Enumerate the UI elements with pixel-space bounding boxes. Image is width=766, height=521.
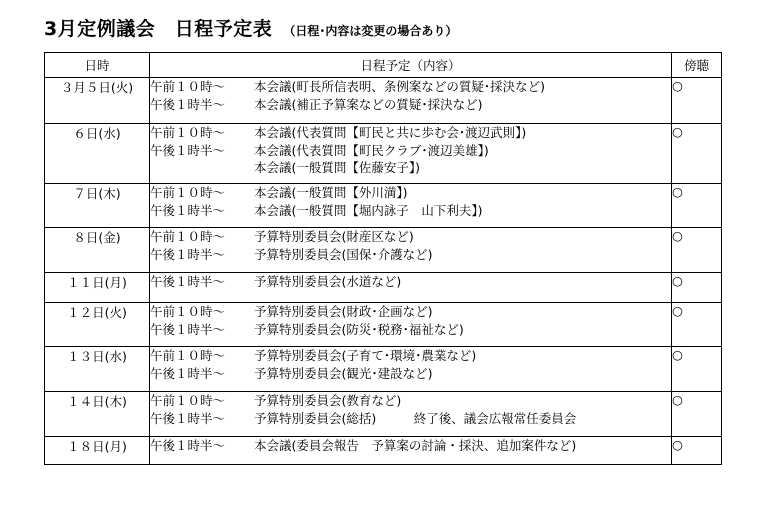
row-date: ７日(木) bbox=[45, 184, 150, 228]
plan-time: 午前１０時～ bbox=[150, 79, 226, 94]
row-observation: ○ bbox=[672, 303, 722, 347]
schedule-body bbox=[45, 78, 722, 465]
plan-time: 午後１時半～ bbox=[150, 321, 226, 337]
plan-line bbox=[150, 96, 671, 114]
plan-line bbox=[150, 184, 671, 202]
plan-text: 本会議(代表質問【町民クラブ･渡辺美雄】) bbox=[254, 142, 489, 158]
row-plan bbox=[150, 273, 672, 303]
plan-time: 午前１０時～ bbox=[150, 229, 226, 244]
plan-text: 本会議(一般質問【佐藤安子】) bbox=[254, 160, 421, 175]
row-plan bbox=[150, 228, 672, 273]
table-row bbox=[45, 347, 722, 392]
plan-line bbox=[150, 78, 671, 96]
plan-text: 予算特別委員会(教育など) bbox=[254, 393, 402, 408]
plan-line bbox=[150, 159, 671, 177]
row-observation: ○ bbox=[672, 273, 722, 303]
row-plan bbox=[150, 437, 672, 465]
row-plan bbox=[150, 184, 672, 228]
row-date: １３日(水) bbox=[45, 347, 150, 392]
plan-text: 予算特別委員会(子育て･環境･農業など) bbox=[254, 348, 477, 363]
table-row bbox=[45, 303, 722, 347]
row-observation: ○ bbox=[672, 347, 722, 392]
row-date: ３月５日(火) bbox=[45, 78, 150, 124]
plan-line bbox=[150, 303, 671, 321]
plan-line bbox=[150, 392, 671, 410]
plan-time: 午後１時半～ bbox=[150, 142, 226, 158]
plan-time: 午後１時半～ bbox=[150, 365, 226, 381]
plan-text: 予算特別委員会(総括) 終了後、議会広報常任委員会 bbox=[254, 410, 577, 426]
plan-time: 午後１時半～ bbox=[150, 410, 226, 426]
plan-line bbox=[150, 410, 671, 428]
row-observation: ○ bbox=[672, 78, 722, 124]
plan-time: 午前１０時～ bbox=[150, 185, 226, 200]
header-date: 日時 bbox=[45, 53, 150, 78]
table-row bbox=[45, 392, 722, 437]
plan-time: 午後１時半～ bbox=[150, 246, 226, 262]
row-observation: ○ bbox=[672, 437, 722, 465]
plan-time bbox=[150, 159, 254, 177]
plan-text: 予算特別委員会(防災･税務･福祉など) bbox=[254, 321, 464, 337]
plan-line bbox=[150, 142, 671, 160]
plan-line bbox=[150, 202, 671, 220]
plan-text: 本会議(一般質問【外川満】) bbox=[254, 185, 408, 200]
header-plan: 日程予定（内容） bbox=[150, 53, 672, 78]
plan-time: 午後１時半～ bbox=[150, 274, 226, 289]
plan-time: 午前１０時～ bbox=[150, 393, 226, 408]
table-row bbox=[45, 78, 722, 124]
plan-time: 午前１０時～ bbox=[150, 348, 226, 363]
plan-time: 午前１０時～ bbox=[150, 125, 226, 140]
table-row bbox=[45, 273, 722, 303]
plan-line bbox=[150, 228, 671, 246]
plan-text: 本会議(一般質問【堀内詠子 山下利夫】) bbox=[254, 202, 483, 218]
plan-text: 予算特別委員会(国保･介護など) bbox=[254, 246, 433, 262]
row-plan bbox=[150, 347, 672, 392]
plan-text: 予算特別委員会(財産区など) bbox=[254, 229, 414, 244]
plan-line bbox=[150, 246, 671, 264]
plan-time: 午後１時半～ bbox=[150, 96, 226, 112]
plan-time: 午前１０時～ bbox=[150, 304, 226, 319]
header-row bbox=[45, 53, 722, 78]
row-plan bbox=[150, 303, 672, 347]
header-observation: 傍聴 bbox=[672, 53, 722, 78]
plan-line bbox=[150, 365, 671, 383]
row-observation: ○ bbox=[672, 184, 722, 228]
plan-text: 本会議(委員会報告 予算案の討論・採決、追加案件など) bbox=[254, 438, 577, 453]
row-observation: ○ bbox=[672, 392, 722, 437]
title-note: （日程･内容は変更の場合あり） bbox=[283, 24, 458, 38]
plan-line bbox=[150, 124, 671, 142]
plan-line bbox=[150, 321, 671, 339]
plan-text: 予算特別委員会(水道など) bbox=[254, 274, 402, 289]
plan-time: 午後１時半～ bbox=[150, 202, 226, 218]
title-main: 3月定例議会 日程予定表 bbox=[44, 18, 273, 40]
row-plan bbox=[150, 392, 672, 437]
row-observation: ○ bbox=[672, 228, 722, 273]
plan-text: 予算特別委員会(観光･建設など) bbox=[254, 365, 433, 381]
row-date: １１日(月) bbox=[45, 273, 150, 303]
row-observation: ○ bbox=[672, 124, 722, 184]
row-date: １２日(火) bbox=[45, 303, 150, 347]
table-row bbox=[45, 184, 722, 228]
plan-time: 午後１時半～ bbox=[150, 438, 226, 453]
row-date: １４日(木) bbox=[45, 392, 150, 437]
row-date: ８日(金) bbox=[45, 228, 150, 273]
plan-text: 本会議(補正予算案などの質疑･採決など) bbox=[254, 96, 483, 112]
row-date: １８日(月) bbox=[45, 437, 150, 465]
plan-line bbox=[150, 347, 671, 365]
page-title bbox=[44, 14, 457, 41]
plan-text: 本会議(町長所信表明、条例案などの質疑･採決など) bbox=[254, 79, 546, 94]
row-plan bbox=[150, 78, 672, 124]
plan-line bbox=[150, 437, 671, 455]
plan-line bbox=[150, 273, 671, 291]
table-row bbox=[45, 228, 722, 273]
row-plan bbox=[150, 124, 672, 184]
schedule-table bbox=[44, 52, 722, 465]
table-row bbox=[45, 124, 722, 184]
plan-text: 予算特別委員会(財政･企画など) bbox=[254, 304, 433, 319]
plan-text: 本会議(代表質問【町民と共に歩む会･渡辺武則】) bbox=[254, 125, 527, 140]
row-date: ６日(水) bbox=[45, 124, 150, 184]
table-row bbox=[45, 437, 722, 465]
